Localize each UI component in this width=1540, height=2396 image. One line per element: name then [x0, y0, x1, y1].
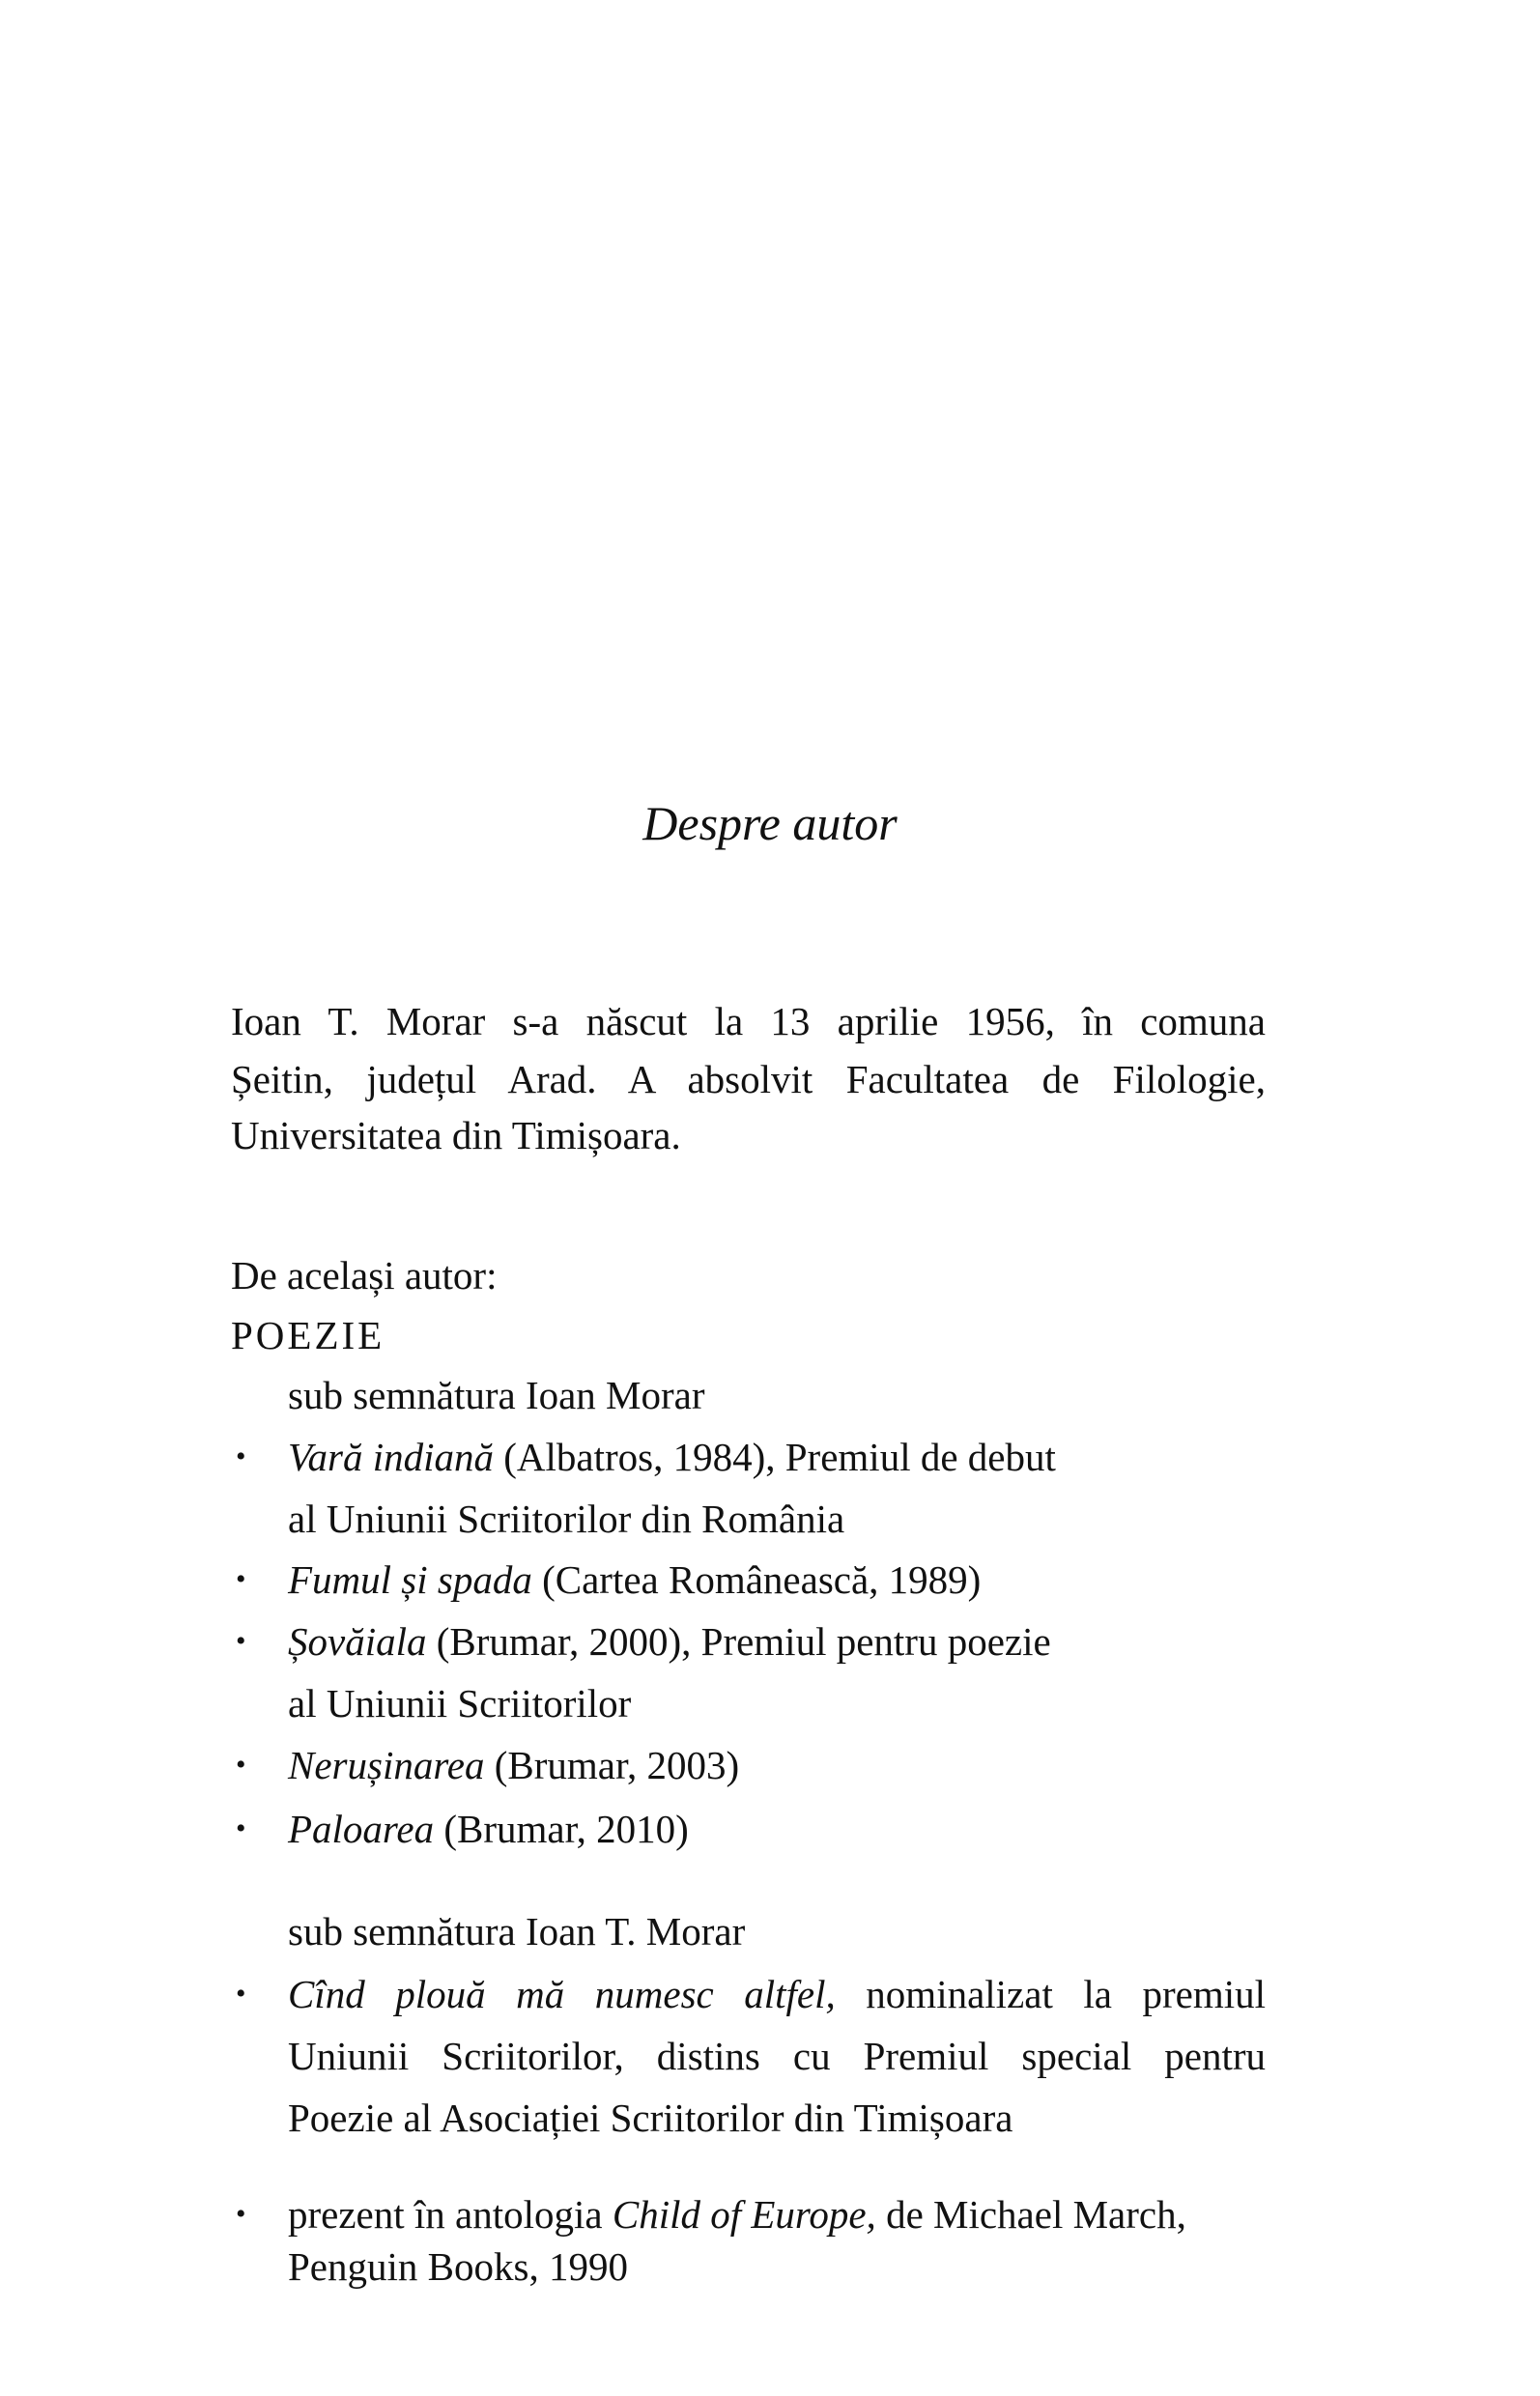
- book-details: nominalizat la premiul: [835, 1972, 1266, 2016]
- book-title: Child of Europe,: [612, 2192, 876, 2237]
- bullet-icon: •: [236, 1749, 246, 1781]
- list-item-continuation: al Uniunii Scriitorilor: [288, 1681, 632, 1726]
- book-details: (Cartea Românească, 1989): [531, 1557, 982, 1602]
- bullet-icon: •: [236, 1440, 246, 1472]
- bullet-icon: •: [236, 2198, 246, 2230]
- list-item-continuation: Poezie al Asociației Scriitorilor din Timișoara: [288, 2096, 1013, 2140]
- list-item: [288, 1970, 1266, 2018]
- book-title: Fumul și spada: [288, 1557, 532, 1602]
- page-title: Despre autor: [642, 796, 898, 850]
- item-prefix: prezent în antologia: [288, 2192, 613, 2237]
- section-heading: POEZIE: [231, 1313, 385, 1357]
- list-item: [288, 1555, 981, 1604]
- group-heading: sub semnătura Ioan Morar: [288, 1373, 705, 1417]
- bullet-icon: •: [236, 1625, 246, 1657]
- book-title: Nerușinarea: [288, 1743, 485, 1787]
- bullet-icon: •: [236, 1812, 246, 1844]
- list-item-continuation: Penguin Books, 1990: [288, 2244, 628, 2289]
- group-heading: sub semnătura Ioan T. Morar: [288, 1909, 746, 1954]
- list-item: [288, 1617, 1051, 1666]
- list-item-continuation: Uniunii Scriitorilor, distins cu Premiul special pentru: [288, 2034, 1266, 2078]
- list-item-continuation: al Uniunii Scriitorilor din România: [288, 1497, 845, 1541]
- list-item: [288, 1433, 1056, 1481]
- list-item: [288, 1741, 739, 1789]
- list-item: [288, 2190, 1186, 2239]
- bullet-icon: •: [236, 1978, 246, 2010]
- book-details: (Albatros, 1984), Premiul de debut: [494, 1435, 1056, 1479]
- book-details: (Brumar, 2010): [434, 1807, 689, 1851]
- book-title: Vară indiană: [288, 1435, 494, 1479]
- book-title: Șovăiala: [288, 1619, 427, 1664]
- bio-line: Ioan T. Morar s-a născut la 13 aprilie 1956, în comuna: [231, 999, 1266, 1043]
- bullet-icon: •: [236, 1563, 246, 1595]
- bio-line: Universitatea din Timișoara.: [231, 1113, 681, 1157]
- book-details: (Brumar, 2003): [484, 1743, 740, 1787]
- bio-line: Șeitin, județul Arad. A absolvit Facultatea de Filologie,: [231, 1057, 1266, 1101]
- book-title: Paloarea: [288, 1807, 435, 1851]
- list-item: [288, 1805, 689, 1853]
- same-author-label: De același autor:: [231, 1253, 498, 1298]
- book-details: (Brumar, 2000), Premiul pentru poezie: [426, 1619, 1051, 1664]
- book-title: Cînd plouă mă numesc altfel,: [288, 1972, 836, 2016]
- book-details: de Michael March,: [875, 2192, 1186, 2237]
